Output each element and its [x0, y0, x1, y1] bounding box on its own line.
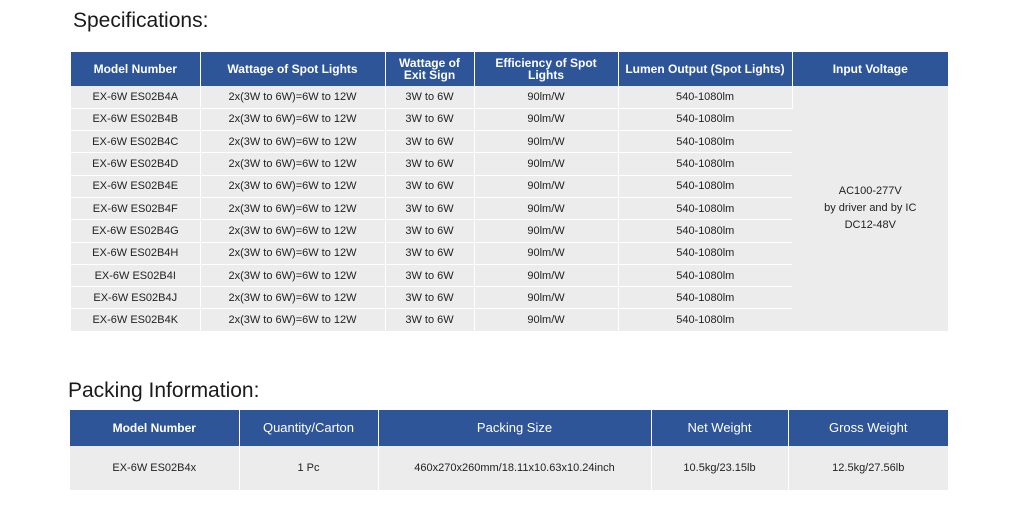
header-wattage-spot-lights: Wattage of Spot Lights: [200, 52, 385, 86]
cell-model-number: EX-6W ES02B4B: [71, 108, 200, 130]
cell-efficiency: 90lm/W: [474, 264, 618, 286]
cell-wattage-spot: 2x(3W to 6W)=6W to 12W: [200, 242, 385, 264]
cell-wattage-spot: 2x(3W to 6W)=6W to 12W: [200, 86, 385, 108]
cell-efficiency: 90lm/W: [474, 220, 618, 242]
cell-wattage-exit: 3W to 6W: [385, 175, 474, 197]
cell-wattage-spot: 2x(3W to 6W)=6W to 12W: [200, 309, 385, 331]
header-packing-size: Packing Size: [378, 410, 651, 446]
cell-gross-weight: 12.5kg/27.56lb: [788, 446, 948, 490]
cell-lumen-output: 540-1080lm: [618, 108, 792, 130]
header-model-number: Model Number: [71, 52, 200, 86]
cell-wattage-spot: 2x(3W to 6W)=6W to 12W: [200, 197, 385, 219]
cell-wattage-exit: 3W to 6W: [385, 131, 474, 153]
cell-lumen-output: 540-1080lm: [618, 264, 792, 286]
cell-lumen-output: 540-1080lm: [618, 287, 792, 309]
cell-efficiency: 90lm/W: [474, 242, 618, 264]
cell-wattage-spot: 2x(3W to 6W)=6W to 12W: [200, 220, 385, 242]
cell-wattage-exit: 3W to 6W: [385, 242, 474, 264]
cell-efficiency: 90lm/W: [474, 309, 618, 331]
cell-wattage-exit: 3W to 6W: [385, 309, 474, 331]
cell-model-number: EX-6W ES02B4J: [71, 287, 200, 309]
cell-model-number: EX-6W ES02B4G: [71, 220, 200, 242]
cell-model-number: EX-6W ES02B4H: [71, 242, 200, 264]
cell-lumen-output: 540-1080lm: [618, 153, 792, 175]
header-input-voltage: Input Voltage: [792, 52, 948, 86]
cell-efficiency: 90lm/W: [474, 287, 618, 309]
header-efficiency: Efficiency of Spot Lights: [474, 52, 618, 86]
cell-lumen-output: 540-1080lm: [618, 309, 792, 331]
input-voltage-line: DC12-48V: [844, 218, 896, 231]
cell-efficiency: 90lm/W: [474, 108, 618, 130]
cell-efficiency: 90lm/W: [474, 153, 618, 175]
cell-efficiency: 90lm/W: [474, 86, 618, 108]
packing-header-row: [70, 410, 948, 446]
cell-model-number: EX-6W ES02B4C: [71, 131, 200, 153]
packing-table: [70, 410, 948, 491]
specifications-header-row: [71, 52, 948, 86]
table-row: [71, 86, 948, 108]
cell-wattage-spot: 2x(3W to 6W)=6W to 12W: [200, 153, 385, 175]
input-voltage-line: by driver and by IC: [824, 201, 917, 214]
cell-efficiency: 90lm/W: [474, 131, 618, 153]
cell-model-number: EX-6W ES02B4D: [71, 153, 200, 175]
cell-wattage-exit: 3W to 6W: [385, 264, 474, 286]
header-gross-weight: Gross Weight: [788, 410, 948, 446]
specifications-heading: Specifications:: [73, 9, 209, 32]
specifications-table: [71, 52, 948, 332]
header-wattage-exit-sign: Wattage of Exit Sign: [385, 52, 474, 86]
cell-model-number: EX-6W ES02B4A: [71, 86, 200, 108]
cell-model-number: EX-6W ES02B4K: [71, 309, 200, 331]
cell-lumen-output: 540-1080lm: [618, 86, 792, 108]
cell-lumen-output: 540-1080lm: [618, 220, 792, 242]
cell-wattage-spot: 2x(3W to 6W)=6W to 12W: [200, 264, 385, 286]
cell-wattage-exit: 3W to 6W: [385, 86, 474, 108]
cell-lumen-output: 540-1080lm: [618, 242, 792, 264]
cell-efficiency: 90lm/W: [474, 175, 618, 197]
cell-wattage-spot: 2x(3W to 6W)=6W to 12W: [200, 131, 385, 153]
cell-wattage-spot: 2x(3W to 6W)=6W to 12W: [200, 108, 385, 130]
cell-model-number: EX-6W ES02B4F: [71, 197, 200, 219]
table-row: [70, 446, 948, 490]
cell-model-number: EX-6W ES02B4I: [71, 264, 200, 286]
cell-wattage-exit: 3W to 6W: [385, 153, 474, 175]
cell-lumen-output: 540-1080lm: [618, 175, 792, 197]
cell-model-number: EX-6W ES02B4E: [71, 175, 200, 197]
cell-wattage-exit: 3W to 6W: [385, 197, 474, 219]
cell-input-voltage: [792, 86, 948, 331]
cell-wattage-exit: 3W to 6W: [385, 220, 474, 242]
packing-heading: Packing Information:: [68, 379, 260, 402]
cell-packing-size: 460x270x260mm/18.11x10.63x10.24inch: [378, 446, 651, 490]
cell-wattage-spot: 2x(3W to 6W)=6W to 12W: [200, 175, 385, 197]
header-net-weight: Net Weight: [651, 410, 788, 446]
cell-quantity: 1 Pc: [239, 446, 378, 490]
header-model-number: Model Number: [70, 410, 239, 446]
cell-wattage-exit: 3W to 6W: [385, 287, 474, 309]
header-quantity-carton: Quantity/Carton: [239, 410, 378, 446]
cell-model-number: EX-6W ES02B4x: [70, 446, 239, 490]
cell-wattage-spot: 2x(3W to 6W)=6W to 12W: [200, 287, 385, 309]
cell-lumen-output: 540-1080lm: [618, 131, 792, 153]
cell-wattage-exit: 3W to 6W: [385, 108, 474, 130]
input-voltage-line: AC100-277V: [838, 184, 902, 197]
cell-net-weight: 10.5kg/23.15lb: [651, 446, 788, 490]
cell-efficiency: 90lm/W: [474, 197, 618, 219]
cell-lumen-output: 540-1080lm: [618, 197, 792, 219]
header-lumen-output: Lumen Output (Spot Lights): [618, 52, 792, 86]
